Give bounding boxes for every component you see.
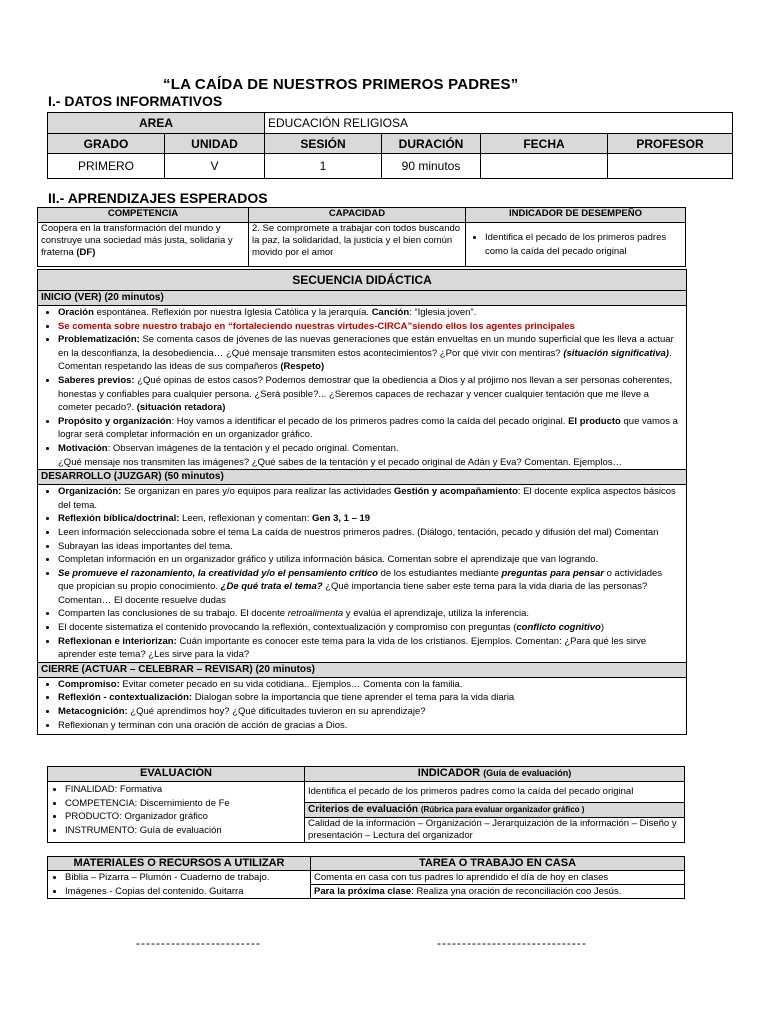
list-item: • Comparten las conclusiones de su trabajo. El docente retroalimenta y evalúa el aprendizaje, utiliza la inferencia. xyxy=(58,607,680,621)
indicador-header: INDICADOR DE DESEMPEÑO xyxy=(466,208,686,223)
capacidad-header: CAPACIDAD xyxy=(249,208,466,223)
list-item: • Biblia – Pizarra – Plumón - Cuaderno de trabajo. xyxy=(65,871,307,885)
list-item: • Completan información en un organizador gráfico y utiliza información básica. Comentan sobre el aprendizaje que van logrando. xyxy=(58,553,680,567)
duracion-value: 90 minutos xyxy=(382,154,481,179)
aprendizajes-table xyxy=(37,207,686,267)
list-item: • Imágenes - Copias del contenido. Guitarra xyxy=(65,885,307,899)
criterios-header: Criterios de evaluación (Rúbrica para evaluar organizador gráfico ) xyxy=(305,803,685,818)
list-item: • Reflexión - contextualización: Dialogan sobre la importancia que tiene aprender el tema para la vida diaria xyxy=(58,691,680,705)
indicador-cell xyxy=(466,223,686,267)
criterios-text: Calidad de la información – Organización – Jerarquización de la información – Diseño y presentación – Lectura del organizador xyxy=(305,818,685,843)
list-item: • Reflexionan y terminan con una oración de acción de gracias a Dios. xyxy=(58,719,680,733)
fecha-value xyxy=(481,154,608,179)
indicador-text: • Identifica el pecado de los primeros padres como la caída del pecado original xyxy=(485,231,682,258)
list-item: • Propósito y organización: Hoy vamos a identificar el pecado de los primeros padres como la caída del pecado original. El producto que vamos a lograr será completar información en un organizador gráfico. xyxy=(58,415,680,442)
list-item: • Oración espontánea. Reflexión por nuestra Iglesia Católica y la jerarquía. Canción: “Iglesia joven”. xyxy=(58,306,680,320)
desarrollo-header: DESARROLLO (JUZGAR) (50 minutos) xyxy=(38,469,686,485)
section-aprendizajes: II.- APRENDIZAJES ESPERADOS xyxy=(48,190,268,206)
datos-header-row xyxy=(48,134,733,154)
indicador-eval-text: Identifica el pecado de los primeros padres como la caída del pecado original xyxy=(305,782,685,803)
list-item: • INSTRUMENTO: Guía de evaluación xyxy=(65,824,301,838)
materiales-items-cell xyxy=(48,871,311,899)
competencia-header: COMPETENCIA xyxy=(38,208,249,223)
list-item: • Reflexionan e interiorizan: Cuán importante es conocer este tema para la vida de los cristianos. Ejemplos. Comentan: ¿Para qué les sirve aprender este tema? ¿Les sirve para la vida? xyxy=(58,635,680,662)
list-item: • Subrayan las ideas importantes del tema. xyxy=(58,540,680,554)
list-item: • Saberes previos: ¿Qué opinas de estos casos? Podemos demostrar que la obediencia a Dios y al prójimo nos llevan a ser personas coherentes, honestas y confiables para cualquier persona. ¿Será posible?... ¿Seremos capaces de rechazar y vencer cualquier tentación que me lleve a cometer pecado?. (situación retadora) xyxy=(58,374,680,415)
profesor-value xyxy=(608,154,733,179)
evaluacion-table xyxy=(47,766,685,843)
grado-value: PRIMERO xyxy=(48,154,165,179)
indicador-eval-sub: (Guía de evaluación) xyxy=(483,768,572,778)
section-datos-informativos: I.- DATOS INFORMATIVOS xyxy=(48,93,223,109)
materiales-table xyxy=(47,856,685,899)
area-value: EDUCACIÓN RELIGIOSA xyxy=(265,113,733,134)
cierre-list xyxy=(38,678,686,734)
unidad-header: UNIDAD xyxy=(165,134,265,154)
fecha-header: FECHA xyxy=(481,134,608,154)
list-item: • Organización: Se organizan en pares y/o equipos para realizar las actividades Gestión y acompañamiento: El docente explica aspectos básicos del tema. xyxy=(58,485,680,512)
secuencia-title: SECUENCIA DIDÁCTICA xyxy=(38,270,686,291)
evaluacion-header: EVALUACIÓN xyxy=(48,767,305,782)
list-item: • Leen información seleccionada sobre el tema La caída de nuestros primeros padres. (Diálogo, tentación, pecado y difusión del mal) Comentan xyxy=(58,526,680,540)
duracion-header: DURACIÓN xyxy=(382,134,481,154)
datos-table xyxy=(47,112,733,179)
signature-line-2: ------------------------------ xyxy=(437,936,587,950)
tarea-text-2: Para la próxima clase: Realiza yna oración de reconciliación coo Jesús. xyxy=(314,886,622,897)
materiales-header: MATERIALES O RECURSOS A UTILIZAR xyxy=(48,857,311,871)
inicio-header: INICIO (VER) (20 minutos) xyxy=(38,291,686,306)
area-label: AREA xyxy=(48,113,265,134)
list-item: • PRODUCTO: Organizador gráfico xyxy=(65,810,301,824)
list-item: • Motivación: Observan imágenes de la tentación y el pecado original. Comentan. ¿Qué mensaje nos transmiten las imágenes? ¿Qué sabes de la tentación y el pecado original de Adán y Eva? Comentan. Ejemplos… xyxy=(58,442,680,469)
desarrollo-list xyxy=(38,485,686,662)
competencia-text: Coopera en la transformación del mundo y construye una sociedad más justa, solidaria y fraterna xyxy=(41,223,233,258)
list-item: • Se comenta sobre nuestro trabajo en “fortaleciendo nuestras virtudes-CIRCA”siendo ellos los agentes principales xyxy=(58,320,680,334)
list-item: • Compromiso: Evitar cometer pecado en su vida cotidiana.. Ejemplos… Comenta con la familia. xyxy=(58,678,680,692)
indicador-eval-header: INDICADOR (Guía de evaluación) xyxy=(305,767,685,782)
list-item: • Reflexión bíblica/doctrinal: Leen, reflexionan y comentan: Gen 3, 1 – 19 xyxy=(58,512,680,526)
list-item: • Problematización: Se comenta casos de jóvenes de las nuevas generaciones que están envueltas en un mundo superficial que les lleva a actuar en la desconfianza, la desobediencia… ¿Qué mensaje transmiten estos acontecimientos? ¿Por qué vivir con mentiras? (situación significativa). Comentan respetando las ideas de sus compañeros (Respeto) xyxy=(58,333,680,374)
grado-header: GRADO xyxy=(48,134,165,154)
competencia-cell xyxy=(38,223,249,267)
signature-line-1: ------------------------- xyxy=(136,936,261,950)
list-item: • Metacognición: ¿Qué aprendimos hoy? ¿Qué dificultades tuvieron en su aprendizaje? xyxy=(58,705,680,719)
sesion-value: 1 xyxy=(265,154,382,179)
tarea-header: TAREA O TRABAJO EN CASA xyxy=(311,857,685,871)
capacidad-cell: 2. Se compromete a trabajar con todos buscando la paz, la solidaridad, la justicia y el bien común movido por el amor xyxy=(249,223,466,267)
datos-value-row xyxy=(48,154,733,179)
competencia-df: (DF) xyxy=(76,247,96,258)
tarea-text-1: Comenta en casa con tus padres lo aprendido el día de hoy en clases xyxy=(311,871,684,885)
cierre-header: CIERRE (ACTUAR – CELEBRAR – REVISAR) (20 minutos) xyxy=(38,662,686,678)
secuencia-box xyxy=(37,269,687,735)
list-item: • El docente sistematiza el contenido provocando la reflexión, contextualización y compromiso con preguntas (conflicto cognitivo) xyxy=(58,621,680,635)
profesor-header: PROFESOR xyxy=(608,134,733,154)
tarea-cell xyxy=(311,871,685,899)
list-item: • COMPETENCIA: Discernimiento de Fe xyxy=(65,797,301,811)
sesion-header: SESIÓN xyxy=(265,134,382,154)
unidad-value: V xyxy=(165,154,265,179)
evaluacion-items-cell xyxy=(48,782,305,843)
list-item: • Se promueve el razonamiento, la creatividad y/o el pensamiento crítico de los estudiantes mediante preguntas para pensar o actividades que propician su propio conocimiento. ¿De qué trata el tema? ¿Qué importancia tiene saber este tema para la vida diaria de las personas? Comentan… El docente resuelve dudas xyxy=(58,567,680,608)
document-title: “LA CAÍDA DE NUESTROS PRIMEROS PADRES” xyxy=(163,76,519,93)
inicio-list xyxy=(38,306,686,469)
list-item: • FINALIDAD: Formativa xyxy=(65,783,301,797)
